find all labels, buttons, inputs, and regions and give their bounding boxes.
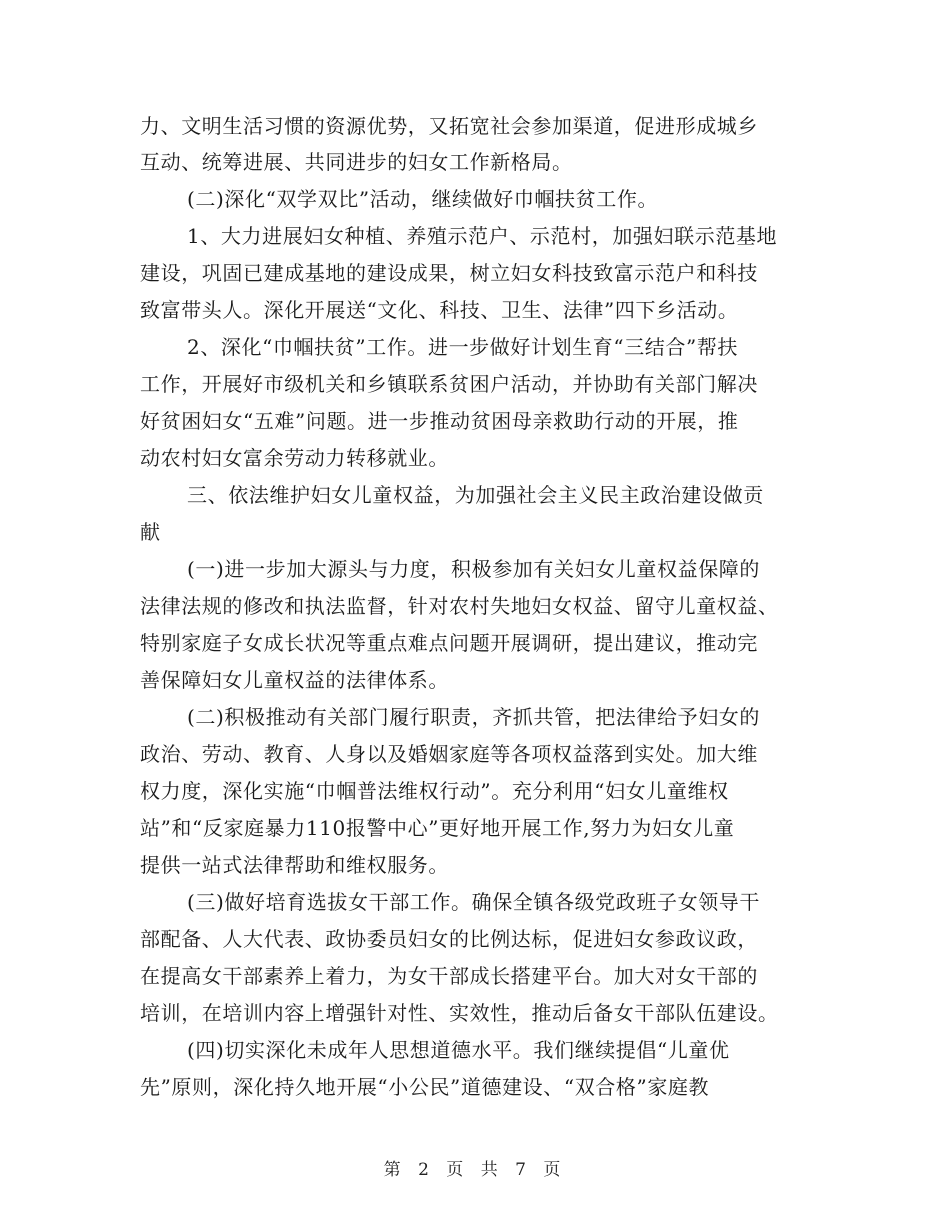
text-line: 培训，在培训内容上增强针对性、实效性，推动后备女干部队伍建设。 xyxy=(140,1001,779,1025)
text-line: 权力度，深化实施“巾帼普法维权行动”。充分利用“妇女儿童维权 xyxy=(140,779,729,803)
text-line: (二)积极推动有关部门履行职责，齐抓共管，把法律给予妇女的 xyxy=(187,705,761,729)
text-line: 在提高女干部素养上着力，为女干部成长搭建平台。加大对女干部的 xyxy=(140,964,758,988)
text-line: 互动、统筹进展、共同进步的妇女工作新格局。 xyxy=(140,150,573,174)
text-line: 站”和“反家庭暴力110报警中心”更好地开展工作,努力为妇女儿童 xyxy=(140,816,735,840)
text-line: 建设，巩固已建成基地的建设成果，树立妇女科技致富示范户和科技 xyxy=(140,261,758,285)
text-line: 提供一站式法律帮助和维权服务。 xyxy=(140,853,449,877)
text-line: 力、文明生活习惯的资源优势，又拓宽社会参加渠道，促进形成城乡 xyxy=(140,114,758,138)
text-line: (一)进一步加大源头与力度，积极参加有关妇女儿童权益保障的 xyxy=(187,557,761,581)
text-line: 部配备、人大代表、政协委员妇女的比例达标，促进妇女参政议政， xyxy=(140,927,758,951)
text-line: 1、大力进展妇女种植、养殖示范户、示范村，加强妇联示范基地 xyxy=(187,224,778,248)
section-heading: (二)深化“双学双比”活动，继续做好巾帼扶贫工作。 xyxy=(187,187,659,211)
text-line: 先”原则，深化持久地开展“小公民”道德建设、“双合格”家庭教 xyxy=(140,1075,710,1099)
section-heading: 三、依法维护妇女儿童权益，为加强社会主义民主政治建设做贡 xyxy=(187,483,764,507)
text-line: 好贫困妇女“五难”问题。进一步推动贫困母亲救助行动的开展，推 xyxy=(140,409,739,433)
page-number: 第 2 页 共 7 页 xyxy=(383,1160,567,1180)
text-line: 工作，开展好市级机关和乡镇联系贫困户活动，并协助有关部门解决 xyxy=(140,372,758,396)
text-line: (三)做好培育选拔女干部工作。确保全镇各级党政班子女领导干 xyxy=(187,890,761,914)
text-line: 政治、劳动、教育、人身以及婚姻家庭等各项权益落到实处。加大维 xyxy=(140,742,758,766)
text-line: 善保障妇女儿童权益的法律体系。 xyxy=(140,668,449,692)
text-line: 2、深化“巾帼扶贫”工作。进一步做好计划生育“三结合”帮扶 xyxy=(187,335,739,359)
text-line: 特别家庭子女成长状况等重点难点问题开展调研，提出建议，推动完 xyxy=(140,631,758,655)
text-line: 致富带头人。深化开展送“文化、科技、卫生、法律”四下乡活动。 xyxy=(140,298,739,322)
text-line: (四)切实深化未成年人思想道德水平。我们继续提倡“儿童优 xyxy=(187,1038,730,1062)
text-line: 法律法规的修改和执法监督，针对农村失地妇女权益、留守儿童权益、 xyxy=(140,594,779,618)
section-heading-continued: 献 xyxy=(140,520,161,544)
text-line: 动农村妇女富余劳动力转移就业。 xyxy=(140,446,449,470)
